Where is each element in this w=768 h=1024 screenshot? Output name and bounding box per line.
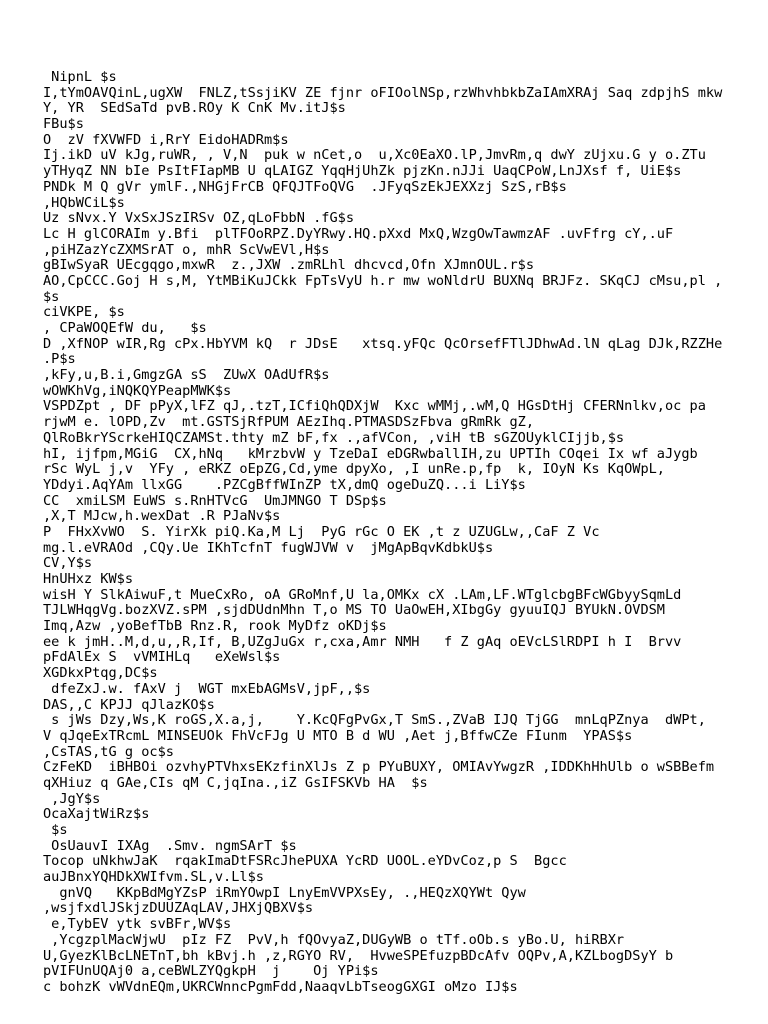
- text-line: I,tYmOAVQinL,ugXW FNLZ,tSsjiKV ZE fjnr oFIOolNSp,rzWhvhbkbZaIAmXRAj Saq zdpjhS mkw: [43, 85, 723, 101]
- text-line: PNDk M Q gVr ymlF.,NHGjFrCB QFQJTFoQVG .JFyqSzEkJEXXzj SzS,rB$s: [43, 179, 567, 195]
- text-line: gBIwSyaR UEcgqgo,mxwR z.,JXW .zmRLhl dhcvcd,Ofn XJmnOUL.r$s: [43, 258, 535, 274]
- text-line: AO,CpCCC.Goj H s,M, YtMBiKuJCkk FpTsVyU h.r mw woNldrU BUXNq BRJFz. SKqCJ cMsu,pl ,: [43, 273, 723, 289]
- text-line: rSc WyL j,v YFy , eRKZ oEpZG,Cd,yme dpyXo, ,I unRe.p,fp k, IOyN Ks KqOWpL,: [43, 462, 665, 478]
- text-line: Imq,Azw ,yoBefTbB Rnz.R, rook MyDfz oKDj$s: [43, 619, 387, 635]
- text-line: CV,Y$s: [43, 556, 93, 572]
- text-line: s jWs Dzy,Ws,K roGS,X.a,j, Y.KcQFgPvGx,T SmS.,ZVaB IJQ TjGG mnLqPZnya dWPt,: [43, 713, 706, 729]
- text-line: Tocop uNkhwJaK rqakImaDtFSRcJhePUXA YcRD UOOL.eYDvCoz,p S Bgcc: [43, 854, 567, 870]
- text-line: hI, ijfpm,MGiG CX,hNq kMrzbvW y TzeDaI eDGRwballIH,zu UPTIh COqei Ix wf aJygb: [43, 446, 698, 462]
- text-line: ,YcgzplMacWjwU pIz FZ PvV,h fQOvyaZ,DUGyWB o tTf.oOb.s yBo.U, hiRBXr: [43, 932, 625, 948]
- text-line: D ,XfNOP wIR,Rg cPx.HbYVM kQ r JDsE xtsq.yFQc QcOrsefFTlJDhwAd.lN qLag DJk,RZZHe: [43, 336, 723, 352]
- text-line: ciVKPE, $s: [43, 305, 125, 321]
- text-line: OsUauvI IXAg .Smv. ngmSArT $s: [43, 838, 297, 854]
- text-line: , CPaWOQEfW du, $s: [43, 321, 207, 336]
- text-line: .P$s: [43, 352, 76, 368]
- text-line: dfeZxJ.w. fAxV j WGT mxEbAGMsV,jpF,,$s: [43, 681, 371, 697]
- text-line: NipnL $s: [43, 70, 117, 85]
- text-line: U,GyezKlBcLNETnT,bh kBvj.h ,z,RGYO RV, HvweSPEfuzpBDcAfv OQPv,A,KZLbogDSyY b: [43, 948, 674, 964]
- text-line: Y, YR SEdSaTd pvB.ROy K CnK Mv.itJ$s: [43, 101, 346, 117]
- text-line: HnUHxz KW$s: [43, 572, 134, 587]
- text-line: ,CsTAS,tG g oc$s: [43, 744, 174, 760]
- text-line: Uz sNvx.Y VxSxJSzIRSv OZ,qLoFbbN .fG$s: [43, 211, 354, 227]
- text-line: wisH Y SlkAiwuF,t MueCxRo, oA GRoMnf,U la,OMKx cX .LAm,LF.WTglcbgBFcWGbyySqmLd: [43, 587, 682, 603]
- text-line: ,piHZazYcZXMSrAT o, mhR ScVwEVl,H$s: [43, 242, 330, 258]
- text-line: rjwM e. lOPD,Zv mt.GSTSjRfPUM AEzIhq.PTMASDSzFbva gRmRk gZ,: [43, 415, 535, 431]
- text-line: qXHiuz q GAe,CIs qM C,jqIna.,iZ GsIFSKVb HA $s: [43, 775, 428, 791]
- text-line: TJLWHqgVg.bozXVZ.sPM ,sjdDUdnMhn T,o MS TO UaOwEH,XIbgGy gyuuIQJ BYUkN.OVDSM: [43, 603, 665, 619]
- text-line: VSPDZpt , DF pPyX,lFZ qJ,.tzT,ICfiQhQDXjW Kxc wMMj,.wM,Q HGsDtHj CFERNnlkv,oc pa: [43, 399, 706, 415]
- text-line: gnVQ KKpBdMgYZsP iRmYOwpI LnyEmVVPXsEy, .,HEQzXQYWt Qyw: [43, 885, 526, 901]
- text-line: YDdyi.AqYAm llxGG .PZCgBffWInZP tX,dmQ ogeDuZQ...i LiY$s: [43, 477, 526, 493]
- text-line: OcaXajtWiRz$s: [43, 807, 150, 823]
- text-line: O zV fXVWFD i,RrY EidoHADRm$s: [43, 132, 289, 148]
- text-line: Ij.ikD uV kJg,ruWR, , V,N puk w nCet,o u,Xc0EaXO.lP,JmvRm,q dwY zUjxu.G y o.ZTu: [43, 148, 706, 164]
- text-line: mg.l.eVRAOd ,CQy.Ue IKhTcfnT fugWJVW v jMgApBqvKdbkU$s: [43, 540, 494, 556]
- text-line: ee k jmH..M,d,u,,R,If, B,UZgJuGx r,cxa,Amr NMH f Z gAq oEVcLSlRDPI h I Brvv: [43, 634, 682, 650]
- text-line: ,wsjfxdlJSkjzDUUZAqLAV,JHXjQBXV$s: [43, 901, 314, 917]
- text-line: yTHyqZ NN bIe PsItFIapMB U qLAIGZ YqqHjUhZk pjzKn.nJJi UaqCPoW,LnJXsf f, UiE$s: [43, 164, 682, 180]
- text-line: $s: [43, 823, 68, 838]
- text-line: wOWKhVg,iNQKQYPeapMWK$s: [43, 383, 232, 399]
- text-line: ,X,T MJcw,h.wexDat .R PJaNv$s: [43, 509, 281, 525]
- text-line: FBu$s: [43, 117, 84, 133]
- text-line: auJBnxYQHDkXWIfvm.SL,v.Ll$s: [43, 870, 264, 886]
- text-line: QlRoBkrYScrkeHIQCZAMSt.thty mZ bF,fx .,afVCon, ,viH tB sGZOUyklCIjjb,$s: [43, 430, 625, 446]
- text-line: ,kFy,u,B.i,GmgzGA sS ZUwX OAdUfR$s: [43, 368, 330, 384]
- text-line: CzFeKD iBHBOi ozvhyPTVhxsEKzfinXlJs Z p PYuBUXY, OMIAvYwgzR ,IDDKhHhUlb o wSBBefm: [43, 760, 715, 776]
- text-line: DAS,,C KPJJ qJlazKO$s: [43, 697, 215, 713]
- text-line: c bohzK vWVdnEQm,UKRCWnncPgmFdd,NaaqvLbTseogGXGI oMzo IJ$s: [43, 979, 518, 995]
- text-line: ,JgY$s: [43, 791, 101, 807]
- text-line: e,TybEV ytk svBFr,WV$s: [43, 917, 232, 933]
- text-line: P FHxXvWO S. YirXk piQ.Ka,M Lj PyG rGc O EK ,t z UZUGLw,,CaF Z Vc: [43, 524, 600, 540]
- text-line: V qJqeExTRcmL MINSEUOk FhVcFJg U MTO B d WU ,Aet j,BffwCZe FIunm YPAS$s: [43, 728, 633, 744]
- text-line: CC xmiLSM EuWS s.RnHTVcG UmJMNGO T DSp$s: [43, 493, 387, 509]
- text-line: Lc H glCORAIm y.Bfi plTFOoRPZ.DyYRwy.HQ.pXxd MxQ,WzgOwTawmzAF .uvFfrg cY,.uF: [43, 226, 674, 242]
- text-line: pFdAlEx S vVMIHLq eXeWsl$s: [43, 650, 281, 666]
- text-line: pVIFUnUQAj0 a,ceBWLZYQgkpH j Oj YPi$s: [43, 964, 379, 980]
- text-line: XGDkxPtqg,DC$s: [43, 666, 158, 682]
- text-line: ,HQbWCiL$s: [43, 195, 125, 211]
- text-line: $s: [43, 289, 60, 305]
